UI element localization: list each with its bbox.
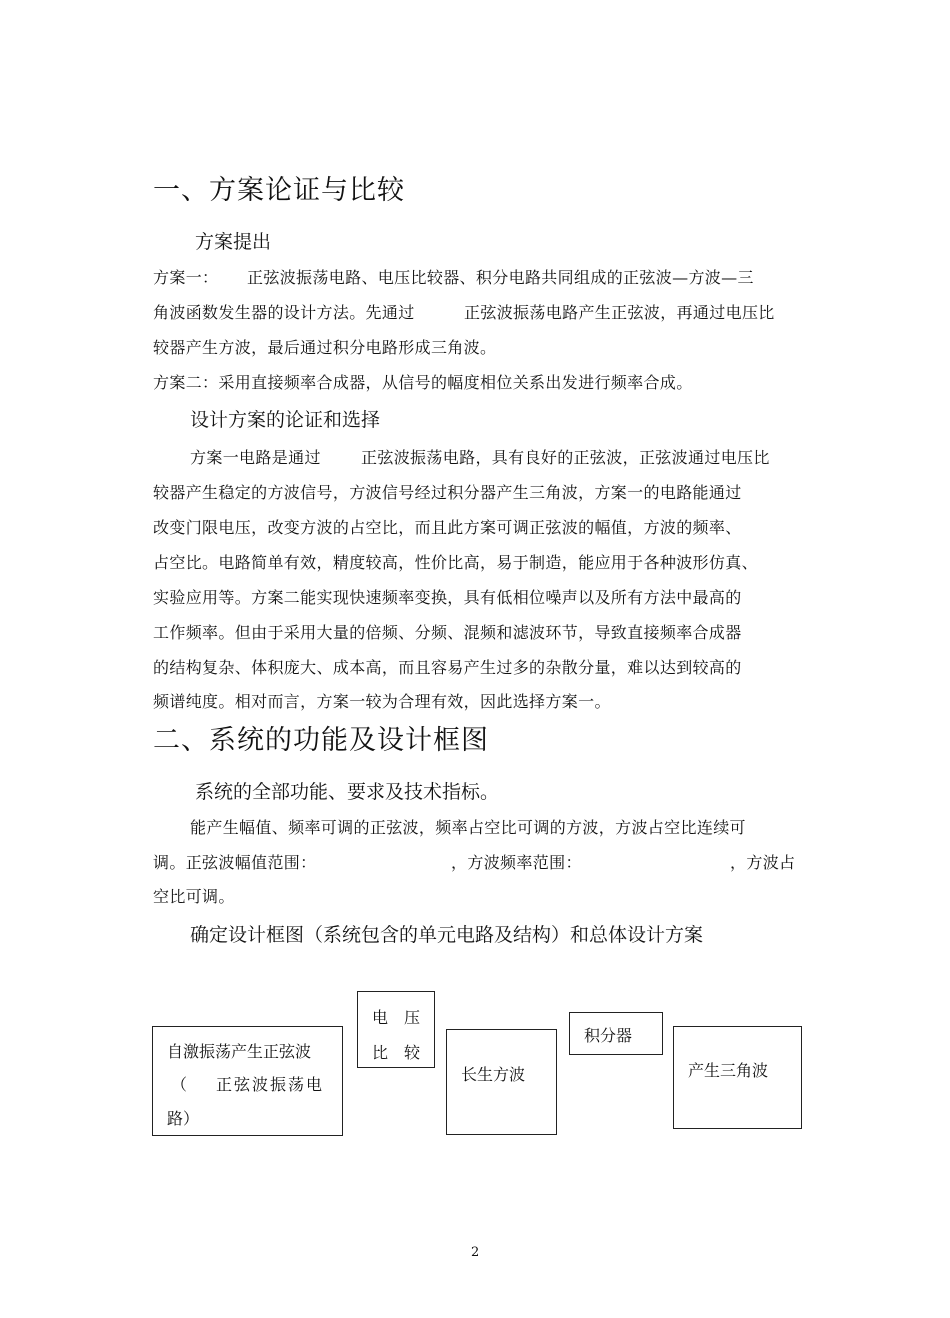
square-wave-block-label: 长生方波 [461,1065,526,1084]
func-line2c: ，方波占 [730,853,796,872]
comparator-block [357,991,435,1068]
section1-title: 一、方案论证与比较 [153,175,405,206]
triangle-wave-block [673,1026,802,1129]
proposal-subheading: 方案提出 [195,231,272,253]
para-line7: 的结构复杂、体积庞大、成本高，而且容易产生过多的杂散分量，难以达到较高的 [153,658,742,677]
oscillator-block-line1: 自激振荡产生正弦波 [167,1042,312,1061]
func-line3: 空比可调。 [153,887,235,906]
para-line1a: 方案一电路是通过 [190,448,321,467]
plan1-line3: 较器产生方波，最后通过积分电路形成三角波。 [153,338,497,357]
plan1-line1: 正弦波振荡电路、电压比较器、积分电路共同组成的正弦波—方波—三 [247,268,754,287]
para-line1b: 正弦波振荡电路，具有良好的正弦波，正弦波通过电压比 [361,448,770,467]
func-line2a: 调。正弦波幅值范围： [153,853,317,872]
oscillator-block [152,1026,343,1136]
block-diagram-subheading: 确定设计框图（系统包含的单元电路及结构）和总体设计方案 [190,924,704,946]
section2-title: 二、系统的功能及设计框图 [153,725,489,756]
oscillator-block-line3: 路） [167,1109,200,1128]
para-line6: 工作频率。但由于采用大量的倍频、分频、混频和滤波环节，导致直接频率合成器 [153,623,742,642]
para-line2: 较器产生稳定的方波信号，方波信号经过积分器产生三角波，方案一的电路能通过 [153,483,742,502]
square-wave-block [446,1029,557,1135]
func-line2b: ，方波频率范围： [451,853,582,872]
comparator-block-line1: 电 压 [372,1008,421,1027]
oscillator-block-line2: 正弦波振荡电 [216,1075,325,1094]
integrator-block [569,1012,663,1055]
para-line3: 改变门限电压，改变方波的占空比，而且此方案可调正弦波的幅值，方波的频率、 [153,518,742,537]
plan1-label: 方案一： [153,268,219,287]
integrator-block-label: 积分器 [584,1026,633,1045]
para-line8: 频谱纯度。相对而言，方案一较为合理有效，因此选择方案一。 [153,692,611,711]
plan2-line: 方案二：采用直接频率合成器，从信号的幅度相位关系出发进行频率合成。 [153,373,693,392]
comparator-block-line2: 比 较 [372,1043,421,1062]
selection-subheading: 设计方案的论证和选择 [190,409,381,431]
triangle-wave-block-label: 产生三角波 [688,1061,769,1080]
func-line1: 能产生幅值、频率可调的正弦波，频率占空比可调的方波，方波占空比连续可 [190,818,746,837]
para-line5: 实验应用等。方案二能实现快速频率变换，具有低相位噪声以及所有方法中最高的 [153,588,742,607]
page-number: 2 [471,1245,480,1260]
para-line4: 占空比。电路简单有效，精度较高，性价比高，易于制造，能应用于各种波形仿真、 [153,553,758,572]
plan1-line2b: 正弦波振荡电路产生正弦波，再通过电压比 [464,303,775,322]
plan1-line2a: 角波函数发生器的设计方法。先通过 [153,303,415,322]
functions-subheading: 系统的全部功能、要求及技术指标。 [195,781,500,803]
oscillator-block-paren: （ [171,1075,188,1094]
